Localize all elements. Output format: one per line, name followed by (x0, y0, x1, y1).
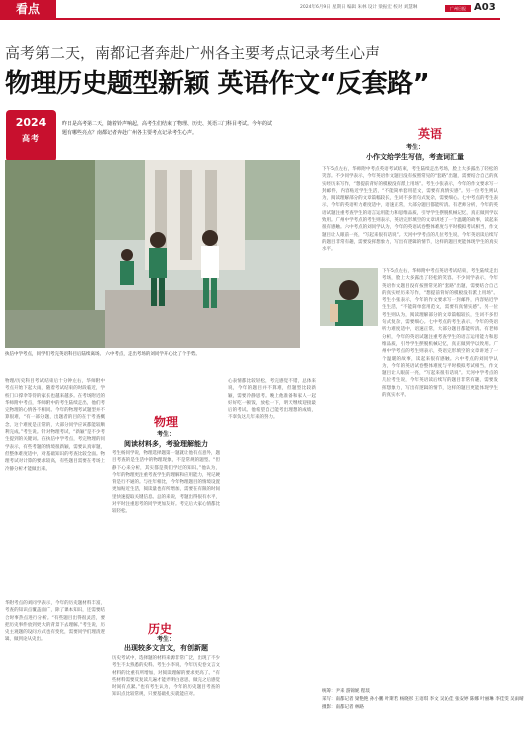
credits-label-coordination: 统筹： (322, 689, 336, 694)
body-text-col3: 心表情都比较轻松，考完感觉不错，总体来说，今年的题目并不算难，但题型比较新颖，需要冷静思考。晚上他准备和家人一起好好吃一顿饭，放松一下，明天继续迎接最后的考试。他希望自己能考出理想的成绩，不辜负这几年来的努力。 (228, 379, 316, 421)
kicker-headline: 高考第二天，南都记者奔赴广州各主要考点记录考生心声 (5, 44, 381, 62)
main-photo (5, 160, 300, 348)
physics-body: 考生杨同学说，物理选择题第一题就让他有点意外，题目考查的是生活中的物理现象，不是常规的题型。“但静下心来分析，其实都是我们学过的知识。”他认为，今年的物理更注重考查学生的理解和应用能力，死记硬背是行不通的。与往年相比，今年物理题目的情境设置更加贴近生活，阅读量也有所增加，需要在有限的时间里快速提取关键信息。总的来说，考题出得很有水平，对平时注重思考的同学更加友好。考完后大家心情都比较轻松。 (112, 451, 220, 515)
body-text-col1b: 华附考点的刘同学表示，今年的历史题材料丰富，考查的知识点覆盖面广，除了课本知识，还需要结合时事热点进行分析。“有些题目出得很灵活，要把历史事件放到更大的背景下去理解。”考生说，历史主观题的设问方式也有变化，需要同学们理清逻辑，做到论从史出。 (5, 601, 105, 643)
emblem-year: 2024 (15, 116, 47, 129)
main-headline: 物理历史题型新颖 英语作文“反套路” (5, 69, 430, 99)
body-text-col1a: 物理/历史科目考试结束后十分钟左右，华师附中考点开始下起大雨，随着考试结束的时段临近，学校门口撑伞等待的家长也越来越多。在考场附近的华师附中考点，华师附中的考生陆续走出，他们考完物理的心情各不相同。今年的物理考试题型并不算很难，“有一部分题，出题者的目的在于考查概念，这个难度是正常的，大部分同学应该都能较顺利完成。”考生说。针对物理考试，“新颖”是不少考生提到的关键词。在执信中学考点，考完物理的同学表示，有些考题的情境很新颖，需要认真审题，但整体难度适中，对基础知识的考查比较全面。物理考试对计算的要求较高，有些题目需要在考场上冷静分析才能做出来。 (5, 379, 105, 472)
student-portrait-photo (320, 268, 378, 326)
history-subtitle: 出现较多文言文，有创新题 (124, 644, 208, 652)
credits-label-reporters: 采写： (322, 697, 336, 702)
credits-photo: 南都记者 林路 (335, 705, 364, 710)
student-portrait-image (320, 268, 378, 326)
photo-caption: 执信中学考点，同学们考完英语科目后陆续离场。 六中考点，走出考场的刘同学开心比了个手势。 (5, 352, 200, 357)
credits-reporters: 南都记者 梁艳艳 孙小鹏 叶斯若 杨晓彤 王语琪 李文 吴沁佳 张安婷 陈娜 叶丽琳 李佳雯 吴雨晴 (335, 697, 524, 702)
history-subtitle-label: 考生： (156, 636, 175, 643)
lead-paragraph: 昨日是高考第二天，随着铃声响起，高考生们结束了物理、历史、英语三门科目考试。今年的试题有哪些亮点？南都记者奔赴广州各主要考点记录考生心声。 (62, 121, 273, 136)
physics-subtitle: 阅读材料多，考验理解能力 (124, 440, 208, 448)
emblem-word: 高考 (22, 134, 40, 143)
gaokao-emblem (6, 110, 56, 162)
history-body: 历史考试中，选择题的材料来源非常广泛，出现了不少考生不太熟悉的史料。考生小李说，今年历史卷文言文材料的比重有所增加，对阅读理解的要求更高了。“有些材料需要反复读几遍才能弄明白意思，做完之后感觉时间有点紧。”也有考生认为，今年的历史题目考查的知识点比较常规，只要基础扎实就能应对。 (112, 656, 220, 698)
section-tag: 看点 (0, 0, 56, 18)
english-section-title: 英语 (417, 127, 442, 141)
credits-block (322, 688, 524, 712)
credits-coordination: 尹来 游锦妮 程琰 (335, 689, 370, 694)
english-subtitle: 小作文给学生写信，考查词汇量 (366, 153, 464, 161)
history-section-title: 历史 (147, 622, 172, 636)
issue-info: 2024年6月9日 星期日 编辑 朱林 设计 梁振宏 校对 刘慧琳 (300, 5, 418, 10)
students-leaving-exam-photo (5, 160, 300, 348)
english-body-top: 下午5点左右，华师附中考点英语考试结束，考生陆续走出考场，脸上大多露出了轻松的笑容。不少同学表示，今年英语作文题目没有按照常见的“套路”出题，需要结合自己的真实经历来写作，“想提前背好的模板没有派上用场”。考生小张表示，今年的作文要求写一封邮件，内容贴近学生生活，“不能简单套用范文，需要有真情实感”。另一位考生则认为，阅读理解部分的文章篇幅较长，生词不多但句式复杂，需要细心。七中考点的考生表示，今年的英语听力难度适中，语速正常，大部分题目都能听清。有老师分析，今年的英语试题注重考查学生的语言运用能力和思维品质，引导学生摆脱机械记忆，真正做到学以致用。广州中学考点的考生则表示，英语完形填空的文章讲述了一个温暖的故事，读起来很有感触。六中考点的刘同学认为，今年的英语试卷整体难度与平时模拟考试相当，作文题目让人眼前一亮，“写起来很有话说”。天河中学考点的几位考生说，今年英语读后续写的题目非常有趣，需要发挥想象力，写出有逻辑的情节，这样的题目更能体现学生的真实水平。 (322, 167, 498, 253)
physics-subtitle-label: 考生： (156, 431, 175, 438)
masthead (0, 0, 500, 20)
physics-section-title: 物理 (153, 415, 178, 429)
credits-label-photo: 摄影： (322, 705, 336, 710)
page-number: A03 (474, 2, 496, 13)
english-subtitle-label: 考生： (405, 144, 424, 151)
newspaper-badge: 广州日报 (445, 5, 471, 12)
english-body-right: 下午5点左右，华师附中考点英语考试结束，考生陆续走出考场，脸上大多露出了轻松的笑容。不少同学表示，今年英语作文题目没有按照常见的“套路”出题，需要结合自己的真实经历来写作，“想提前背好的模板没有派上用场”。考生小张表示，今年的作文要求写一封邮件，内容贴近学生生活，“不能简单套用范文，需要有真情实感”。另一位考生则认为，阅读理解部分的文章篇幅较长，生词不多但句式复杂，需要细心。七中考点的考生表示，今年的英语听力难度适中，语速正常，大部分题目都能听清。有老师分析，今年的英语试题注重考查学生的语言运用能力和思维品质，引导学生摆脱机械记忆，真正做到学以致用。广州中学考点的考生则表示，英语完形填空的文章讲述了一个温暖的故事，读起来很有感触。六中考点的刘同学认为，今年的英语试卷整体难度与平时模拟考试相当，作文题目让人眼前一亮，“写起来很有话说”。天河中学考点的几位考生说，今年英语读后续写的题目非常有趣，需要发挥想象力，写出有逻辑的情节，这样的题目更能体现学生的真实水平。 (382, 269, 498, 399)
